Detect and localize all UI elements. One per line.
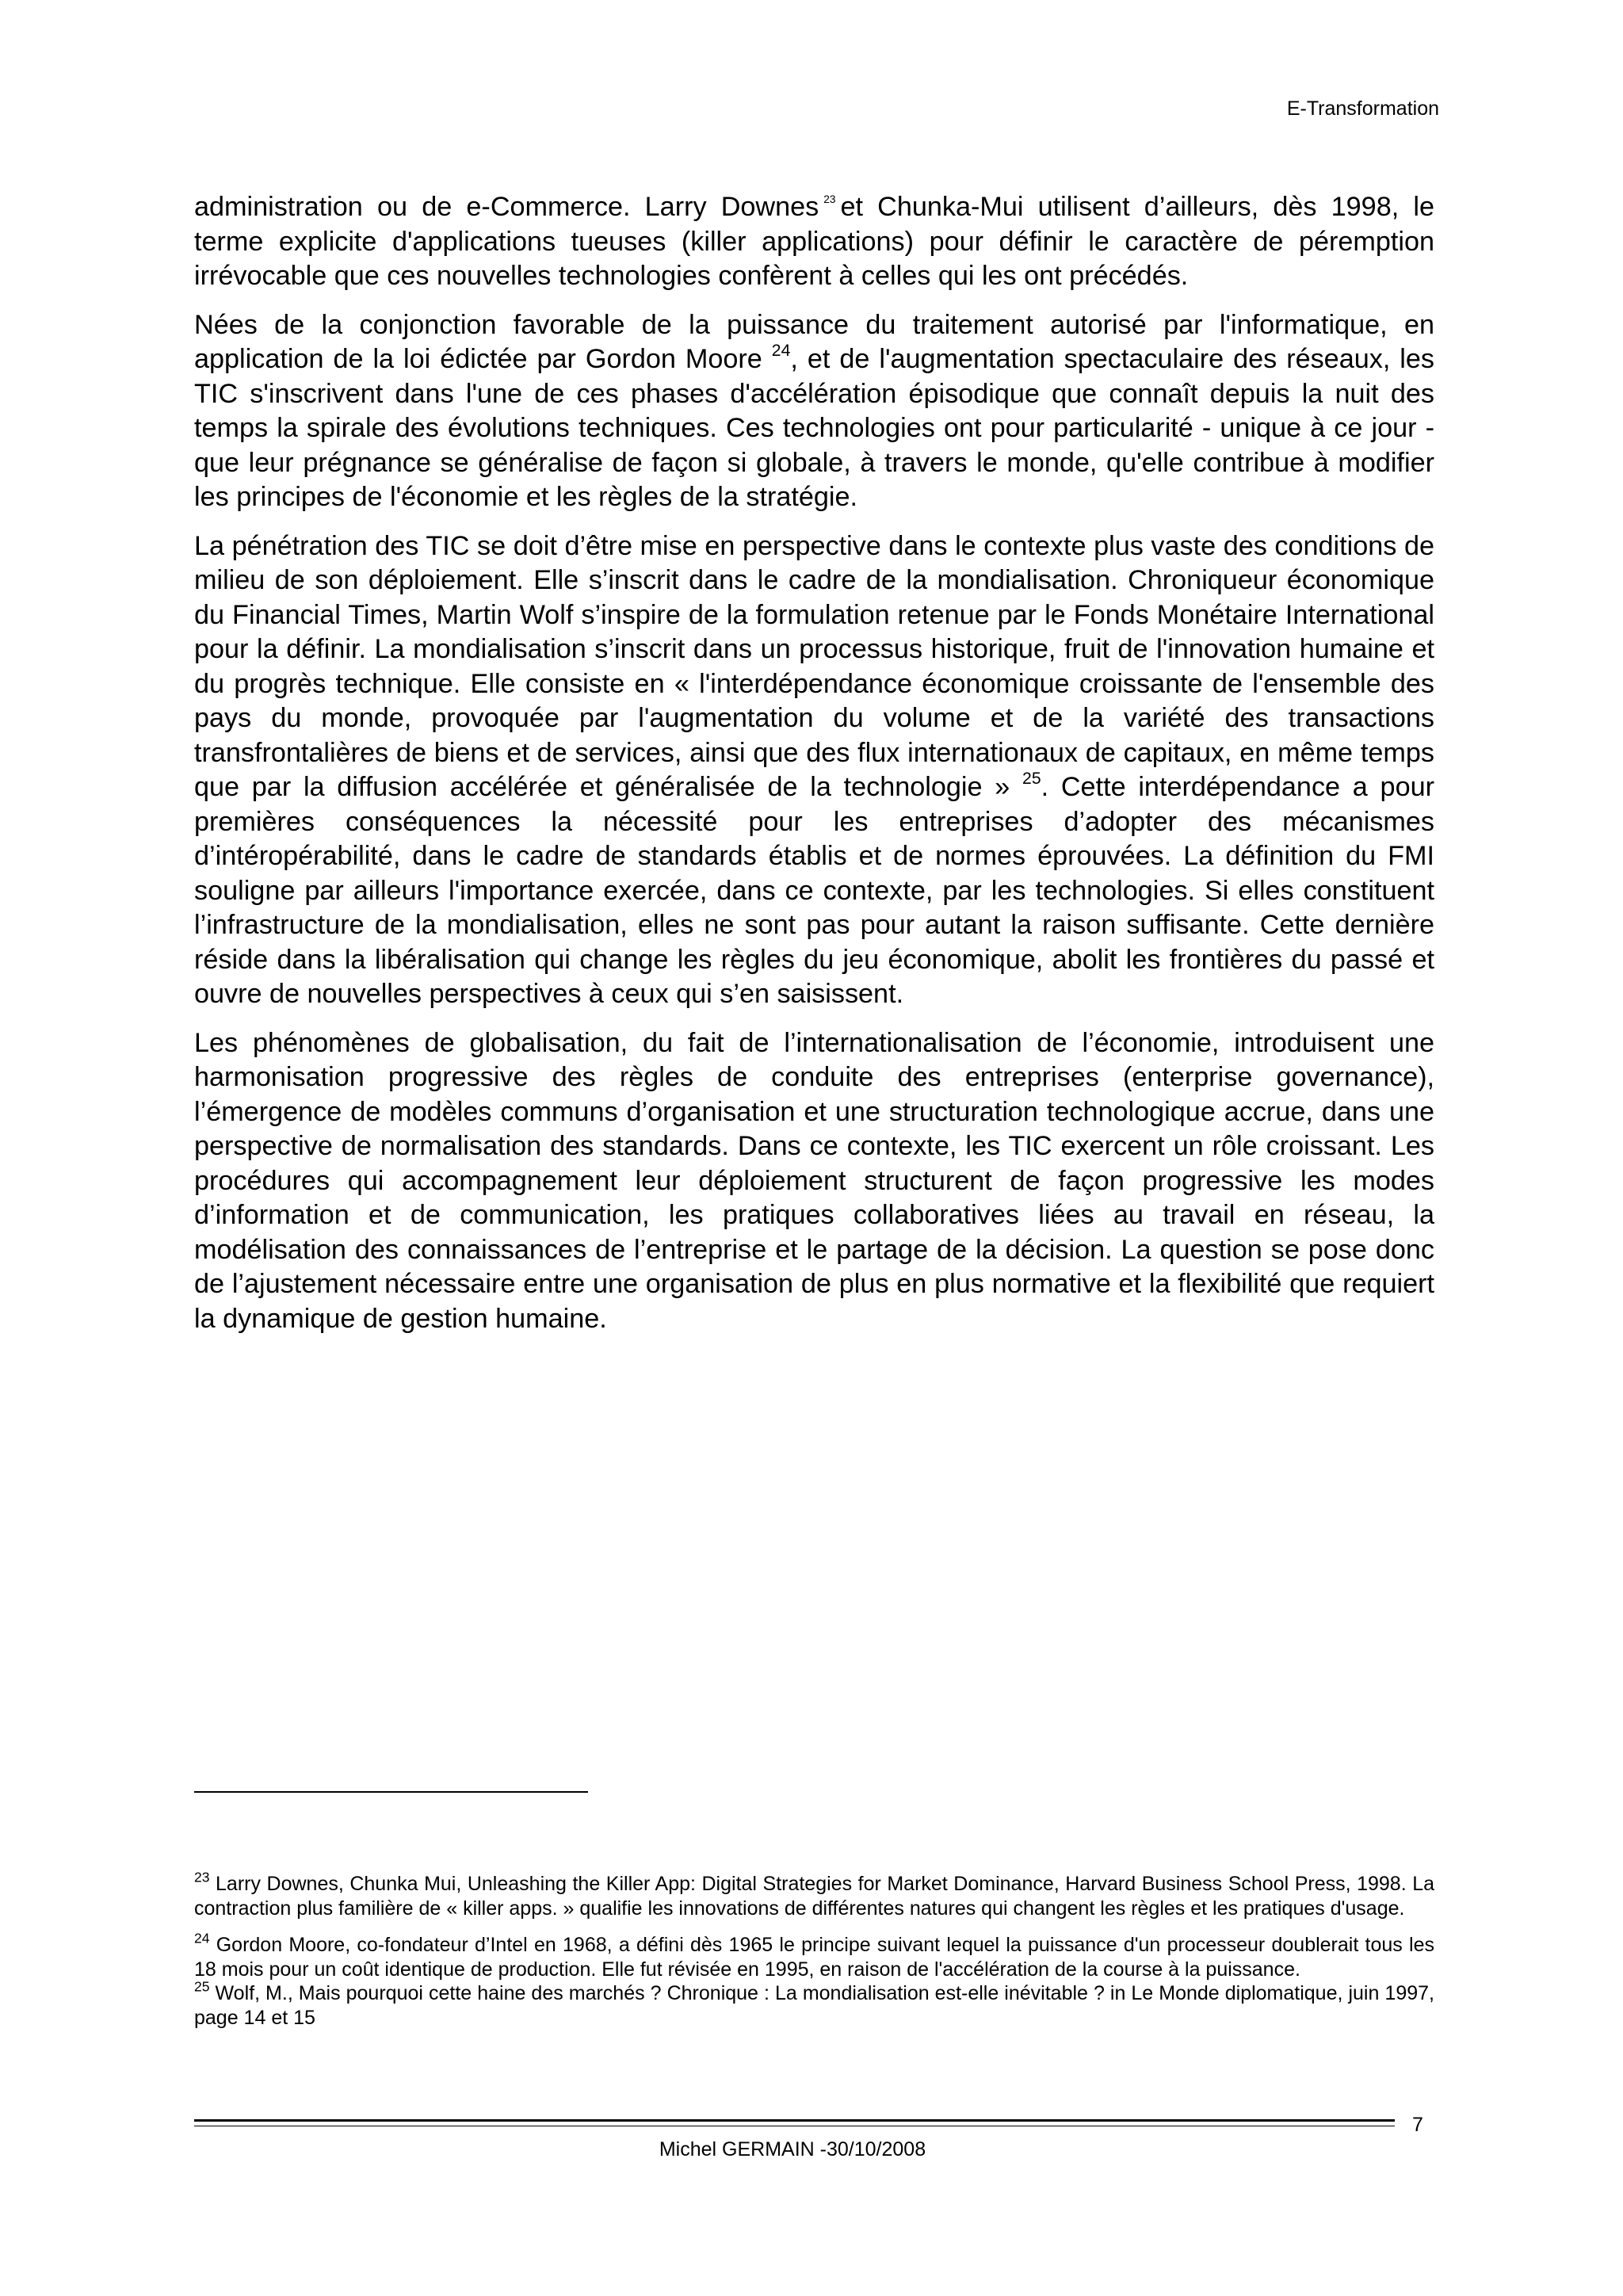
footnote-ref-25[interactable]: 25 <box>1022 770 1041 789</box>
footnote-24 <box>194 1930 1434 1981</box>
paragraph-1 <box>194 190 1434 294</box>
footnote-ref-24[interactable]: 24 <box>771 342 791 361</box>
footer-author-date: Michel GERMAIN -30/10/2008 <box>659 2138 926 2160</box>
footnote-number: 24 <box>194 1930 210 1946</box>
footnote-text: Gordon Moore, co-fondateur d’Intel en 1968, a défini dès 1965 le principe suivant lequel la puissance d'un processeur doublerait tous les 18 mois pour un coût identique de production. Elle fut révisée en 1995, en raison de l'accélération de la course à la puissance. <box>194 1934 1434 1981</box>
footnote-text: Larry Downes, Chunka Mui, Unleashing the Killer App: Digital Strategies for Market Dominance, Harvard Business School Press, 1998. La contraction plus familière de « killer apps. » qualifie les innovations de différentes natures qui changent les règles et les pratiques d'usage. <box>194 1873 1435 1920</box>
page-number: 7 <box>1412 2114 1423 2136</box>
paragraph-4: Les phénomènes de globalisation, du fait de l’internationalisation de l’économie, introduisent une harmonisation progressive des règles de conduite des entreprises (enterprise governance), l’émergence de modèles communs d’organisation et une structuration technologique accrue, dans une perspective de normalisation des standards. Dans ce contexte, les TIC exercent un rôle croissant. Les procédures qui accompagnement leur déploiement structurent de façon progressive les modes d’information et de communication, les pratiques collaboratives liées au travail en réseau, la modélisation des connaissances de l’entreprise et le partage de la décision. La question se pose donc de l’ajustement nécessaire entre une organisation de plus en plus normative et la flexibilité que requiert la dynamique de gestion humaine. <box>194 1027 1434 1334</box>
paragraph-1-text-a: administration ou de e-Commerce. Larry Downes <box>194 192 819 222</box>
body-text <box>194 190 1434 1350</box>
footnote-text: Wolf, M., Mais pourquoi cette haine des marchés ? Chronique : La mondialisation est-elle inévitable ? in Le Monde diplomatique, juin 1997, page 14 et 15 <box>194 1982 1434 2029</box>
footer-rule-thick <box>194 2119 1395 2122</box>
paragraph-2-text-b: , et de l'augmentation spectaculaire des réseaux, les TIC s'inscrivent dans l'une de ces phases d'accélération épisodique que connaît depuis la nuit des temps la spirale des évolutions techniques. Ces technologies ont pour particularité - unique à ce jour - que leur prégnance se généralise de façon si globale, à travers le monde, qu'elle contribue à modifier les principes de l'économie et les règles de la stratégie. <box>194 344 1435 512</box>
paragraph-3 <box>194 529 1434 1012</box>
paragraph-3-text-b: . Cette interdépendance a pour premières conséquences la nécessité pour les entreprises d’adopter des mécanismes d’intéropérabilité, dans le cadre de standards établis et de normes éprouvées. La définition du FMI souligne par ailleurs l'importance exercée, dans ce contexte, par les technologies. Si elles constituent l’infrastructure de la mondialisation, elles ne sont pas pour autant la raison suffisante. Cette dernière réside dans la libéralisation qui change les règles du jeu économique, abolit les frontières du passé et ouvre de nouvelles perspectives à ceux qui s’en saisissent. <box>194 772 1434 1009</box>
footnote-separator <box>194 1791 588 1793</box>
footnote-ref-23[interactable]: 23 <box>823 193 836 205</box>
paragraph-2 <box>194 308 1434 515</box>
footnote-23 <box>194 1869 1435 1920</box>
footnotes <box>194 1869 1435 2042</box>
footnote-number: 25 <box>194 1978 210 1995</box>
paragraph-3-text-a: La pénétration des TIC se doit d’être mise en perspective dans le contexte plus vaste des conditions de milieu de son déploiement. Elle s’inscrit dans le cadre de la mondialisation. Chroniqueur économique du Financial Times, Martin Wolf s’inspire de la formulation retenue par le Fonds Monétaire International pour la définir. La mondialisation s’inscrit dans un processus historique, fruit de l'innovation humaine et du progrès technique. Elle consiste en « l'interdépendance économique croissante de l'ensemble des pays du monde, provoquée par l'augmentation du volume et de la variété des transactions transfrontalières de biens et de services, ainsi que des flux internationaux de capitaux, en même temps que par la diffusion accélérée et généralisée de la technologie » <box>194 530 1434 802</box>
footnote-number: 23 <box>194 1869 210 1885</box>
paragraph-2-text-a: Nées de la conjonction favorable de la puissance du traitement autorisé par l'informatique, en application de la loi édictée par Gordon Moore <box>194 309 1434 374</box>
paragraph-1-text-b: et Chunka-Mui utilisent d’ailleurs, dès 1998, le terme explicite d'applications tueuses (killer applications) pour définir le caractère de péremption irrévocable que ces nouvelles technologies confèrent à celles qui les ont précédés. <box>194 192 1434 291</box>
running-header: E-Transformation <box>1286 97 1439 120</box>
footnote-25 <box>194 1978 1434 2030</box>
